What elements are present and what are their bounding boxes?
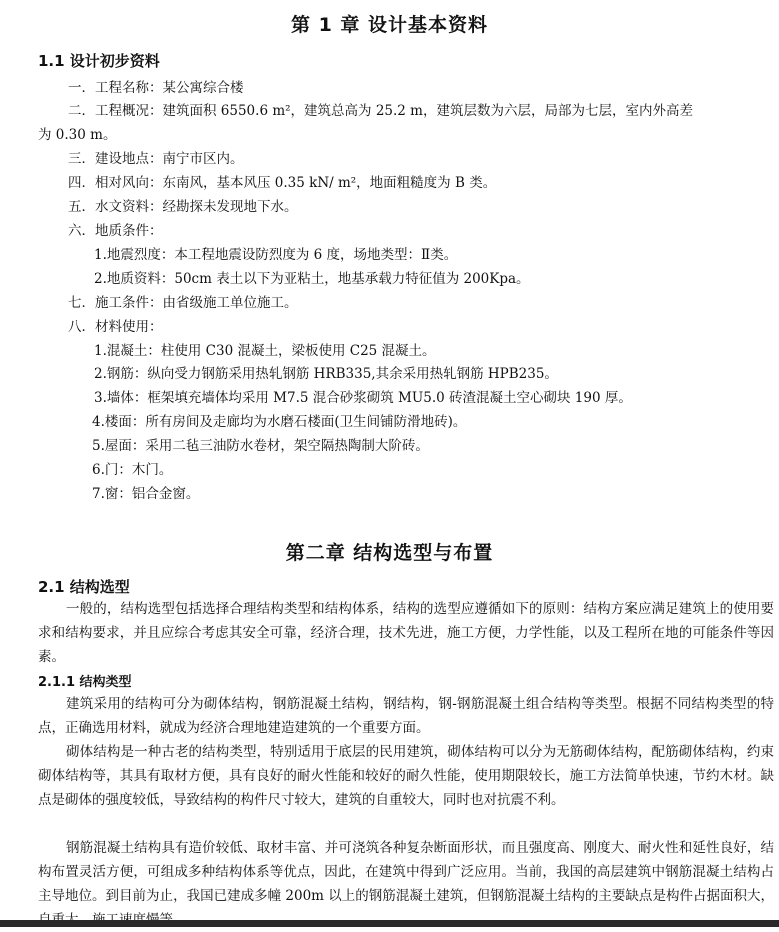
project-overview-line: 二．工程概况：建筑面积 6550.6 m²，建筑总高为 25.2 m，建筑层数为六层，局部为七层，室内外高差 [68, 103, 693, 119]
bottom-edge-bar [0, 920, 779, 927]
subsection-2-1-1-heading: 2.1.1 结构类型 [38, 675, 132, 690]
wind-line: 四．相对风向：东南风，基本风压 0.35 kN/ m²，地面粗糙度为 B 类。 [68, 175, 497, 191]
roof-line: 5.屋面：采用二毡三油防水卷材，架空隔热陶制大阶砖。 [92, 438, 429, 454]
chapter-2-title: 第二章 结构选型与布置 [285, 542, 494, 564]
geology-heading-line: 六．地质条件： [68, 223, 163, 239]
hydrology-line: 五．水文资料：经勘探未发现地下水。 [68, 199, 298, 215]
materials-heading-line: 八．材料使用： [68, 319, 163, 335]
floor-line: 4.楼面：所有房间及走廊均为水磨石楼面(卫生间铺防滑地砖)。 [92, 414, 467, 430]
concrete-line: 1.混凝土：柱使用 C30 混凝土，梁板使用 C25 混凝土。 [94, 343, 436, 359]
chapter-1-title: 第 1 章 设计基本资料 [290, 14, 489, 36]
project-overview-cont-line: 为 0.30 m。 [38, 127, 117, 143]
section-2-1-heading: 2.1 结构选型 [38, 578, 130, 596]
reinforced-concrete-paragraph: 钢筋混凝土结构具有造价较低、取材丰富、并可浇筑各种复杂断面形状，而且强度高、刚度大、耐火性和延性良好，结构布置灵活方便，可组成多种结构体系等优点，因此，在建筑中得到广泛应用。当前，我国的高层建筑中钢筋混凝土结构占主导地位。到目前为止，我国已建成多幢 200m 以上的钢筋混凝土建筑，但钢筋混凝土结构的主要缺点是构件占据面积大， [38, 840, 774, 904]
window-line: 7.窗：铝合金窗。 [92, 486, 200, 502]
intro-paragraph: 一般的，结构选型包括选择合理结构类型和结构体系，结构的选型应遵循如下的原则：结构方案应满足建筑上的使用要求和结构要求，并且应综合考虑其安全可靠，经济合理，技术先进，施工方便，力学性能，以及工程所在地的可能条件等因素。 [38, 601, 774, 665]
seismic-line: 1.地震烈度：本工程地震设防烈度为 6 度，场地类型：Ⅱ类。 [94, 247, 458, 263]
construction-line: 七．施工条件：由省级施工单位施工。 [68, 295, 298, 311]
project-name-line: 一．工程名称：某公寓综合楼 [68, 80, 244, 96]
soil-line: 2.地质资料：50cm 表土以下为亚粘土，地基承载力特征值为 200Kpa。 [94, 271, 530, 287]
structure-types-paragraph: 建筑采用的结构可分为砌体结构，钢筋混凝土结构，钢结构，钢-钢筋混凝土组合结构等类型。根据不同结构类型的特点，正确选用材料，就成为经济合理地建造建筑的一个重要方面。 [38, 696, 774, 736]
door-line: 6.门：木门。 [92, 462, 173, 478]
masonry-paragraph: 砌体结构是一种古老的结构类型，特别适用于底层的民用建筑，砌体结构可以分为无筋砌体结构，配筋砌体结构，约束砌体结构等，其具有取材方便，具有良好的耐火性能和较好的耐久性能，使用期限较长，施工方法简单快速，节约木材。缺点是砌体的强度较低，导致结构的构件尺寸较大，建筑的自重较大，同时也对抗震不利。 [38, 744, 774, 808]
section-1-1-heading: 1.1 设计初步资料 [38, 52, 160, 70]
wall-line: 3.墙体：框架填充墙体均采用 M7.5 混合砂浆砌筑 MU5.0 砖渣混凝土空心砌块 190 厚。 [94, 390, 632, 406]
rebar-line: 2.钢筋：纵向受力钢筋采用热轧钢筋 HRB335,其余采用热轧钢筋 HPB235。 [94, 366, 558, 382]
site-location-line: 三．建设地点：南宁市区内。 [68, 151, 244, 167]
